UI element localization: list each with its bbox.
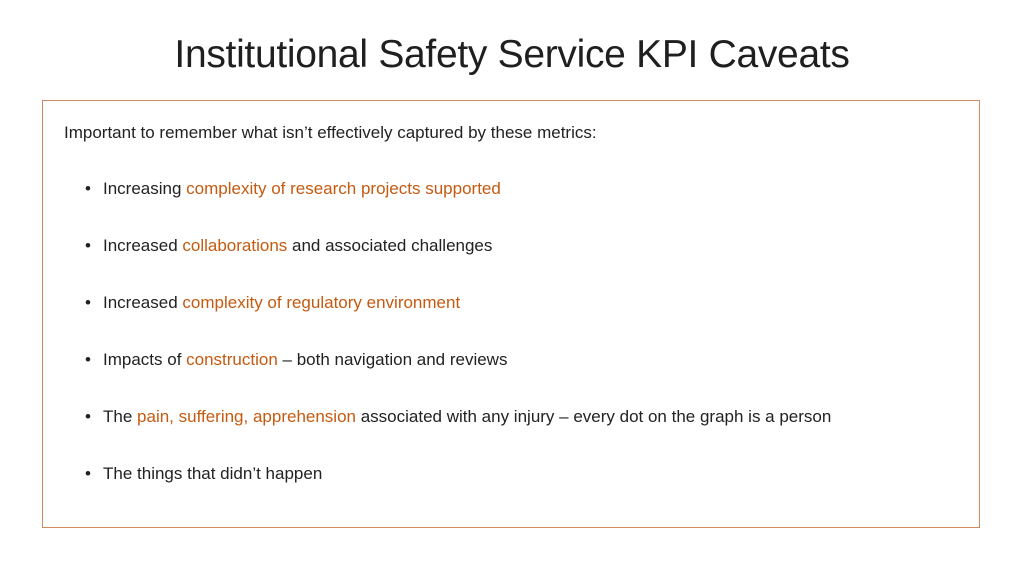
caveat-text: Increased <box>103 293 183 312</box>
caveat-highlight: complexity of research projects supported <box>186 179 501 198</box>
bullet-icon: • <box>85 293 91 312</box>
caveat-text: Increasing <box>103 179 187 198</box>
caveat-item-injury <box>85 405 832 462</box>
caveat-list <box>85 177 832 519</box>
slide-title: Institutional Safety Service KPI Caveats <box>174 33 850 76</box>
bullet-icon: • <box>85 464 91 483</box>
caveats-box <box>42 100 980 528</box>
bullet-icon: • <box>85 236 91 255</box>
caveat-text: The things that didn’t happen <box>103 464 323 483</box>
bullet-icon: • <box>85 350 91 369</box>
bullet-icon: • <box>85 179 91 198</box>
caveat-text: The <box>103 407 138 426</box>
caveat-highlight: collaborations <box>182 236 288 255</box>
caveat-highlight: construction <box>186 350 278 369</box>
bullet-icon: • <box>85 407 91 426</box>
caveat-item-prevented <box>85 462 831 519</box>
caveat-item-collaborations <box>85 234 831 291</box>
caveat-text: Impacts of <box>103 350 187 369</box>
caveat-text: Increased <box>103 236 183 255</box>
caveat-text: and associated challenges <box>287 236 493 255</box>
caveat-item-regulatory <box>85 291 831 348</box>
caveat-text: associated with any injury – every dot on the graph is a person <box>356 407 832 426</box>
intro-text: Important to remember what isn’t effectively captured by these metrics: <box>64 123 597 142</box>
caveat-text: – both navigation and reviews <box>277 350 508 369</box>
caveat-item-research-complexity <box>85 177 831 234</box>
caveat-highlight: complexity of regulatory environment <box>182 293 461 312</box>
caveat-item-construction <box>85 348 831 405</box>
caveat-highlight: pain, suffering, apprehension <box>137 407 356 426</box>
